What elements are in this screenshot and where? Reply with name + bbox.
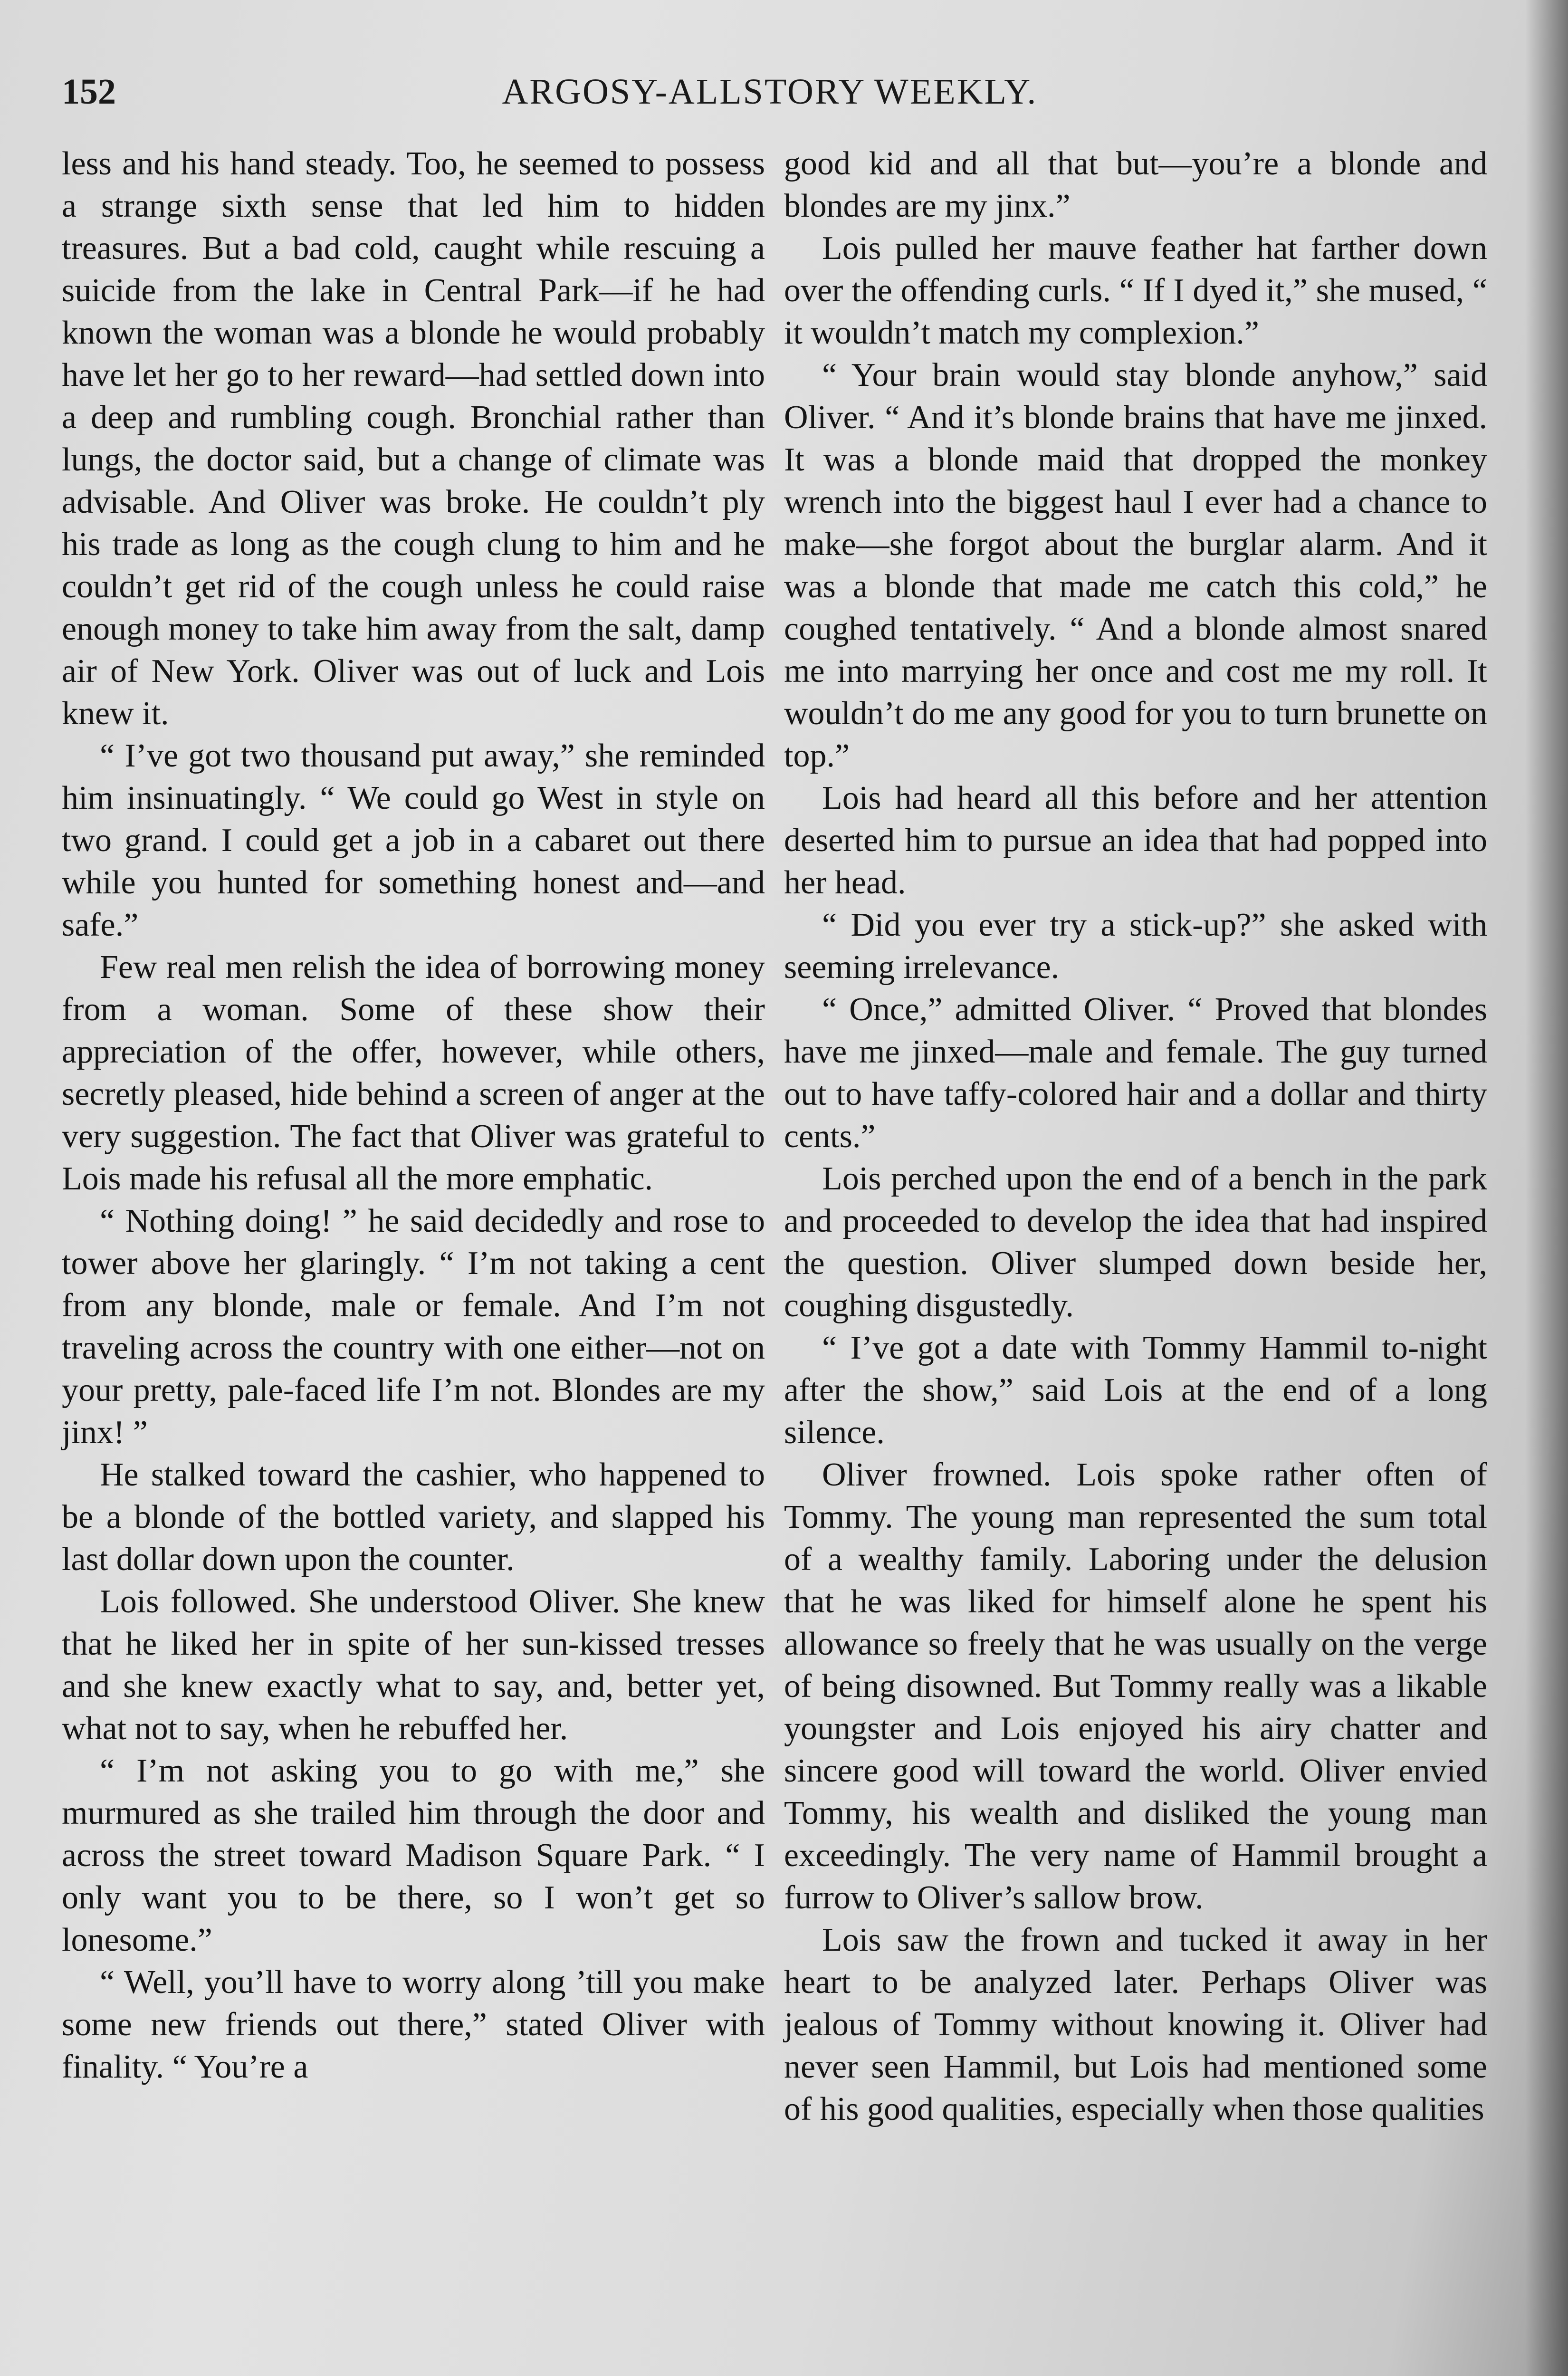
paragraph: Lois pulled her mauve feather hat farther down over the offending curls. “ If I dyed it,” she mused, “ it wouldn’t match my complexion.”: [784, 230, 1487, 351]
paragraph: good kid and all that but—you’re a blonde and blondes are my jinx.”: [784, 145, 1487, 224]
page-header: [62, 67, 1478, 128]
running-head: ARGOSY-ALLSTORY WEEKLY.: [502, 72, 1038, 112]
paragraph: “ I’m not asking you to go with me,” she murmured as she trailed him through the door and across the street toward Madison Square Park. “ I only want you to be there, so I won’t get so lonesome.”: [62, 1753, 765, 1958]
left-column: [62, 143, 765, 2376]
paragraph: Lois perched upon the end of a bench in the park and proceeded to develop the idea that had inspired the question. Oliver slumped down beside her, coughing disgustedly.: [784, 1160, 1487, 1324]
paragraph: “ I’ve got a date with Tommy Hammil to-night after the show,” said Lois at the end of a long silence.: [784, 1330, 1487, 1451]
paragraph: “ Well, you’ll have to worry along ’till you make some new friends out there,” stated Oliver with finality. “ You’re a: [62, 1964, 765, 2085]
paragraph: Oliver frowned. Lois spoke rather often of Tommy. The young man represented the sum total of a wealthy family. Laboring under the delusion that he was liked for himself alone he spent his allowance so freely that he was usually on the verge of being disowned. But Tommy really was a likable youngster and Lois enjoyed his airy chatter and sincere good will toward the world. Oliver envied Tommy, his wealth and disliked the young man exceedingly. The very name of Hammil brought a furrow to Oliver’s sallow brow.: [784, 1456, 1487, 1916]
paragraph: Few real men relish the idea of borrowing money from a woman. Some of these show their appreciation of the offer, however, while others, secretly pleased, hide behind a screen of anger at the very suggestion. The fact that Oliver was grateful to Lois made his refusal all the more emphatic.: [62, 949, 765, 1197]
right-column: [784, 143, 1487, 2376]
paragraph: “ Did you ever try a stick-up?” she asked with seeming irrelevance.: [784, 907, 1487, 986]
paragraph: Lois saw the frown and tucked it away in her heart to be analyzed later. Perhaps Oliver was jealous of Tommy without knowing it. Oliver had never seen Hammil, but Lois had mentioned some of his good qualities, especially when those qualities: [784, 1922, 1487, 2127]
paragraph: “ I’ve got two thousand put away,” she reminded him insinuatingly. “ We could go West in style on two grand. I could get a job in a cabaret out there while you hunted for something honest and—and safe.”: [62, 738, 765, 943]
paragraph: “ Nothing doing! ” he said decidedly and rose to tower above her glaringly. “ I’m not taking a cent from any blonde, male or female. And I’m not traveling across the country with one either—not on your pretty, pale-faced life I’m not. Blondes are my jinx! ”: [62, 1203, 765, 1451]
paragraph: “ Once,” admitted Oliver. “ Proved that blondes have me jinxed—male and female. The guy turned out to have taffy-colored hair and a dollar and thirty cents.”: [784, 991, 1487, 1155]
page-number: 152: [62, 72, 116, 112]
paragraph: less and his hand steady. Too, he seemed to possess a strange sixth sense that led him to hidden treasures. But a bad cold, caught while rescuing a suicide from the lake in Central Park—if he had known the woman was a blonde he would probably have let her go to her reward—had settled down into a deep and rumbling cough. Bronchial rather than lungs, the doctor said, but a change of climate was advisable. And Oliver was broke. He couldn’t ply his trade as long as the cough clung to him and he couldn’t get rid of the cough unless he could raise enough money to take him away from the salt, damp air of New York. Oliver was out of luck and Lois knew it.: [62, 145, 765, 732]
paragraph: He stalked toward the cashier, who happened to be a blonde of the bottled variety, and slapped his last dollar down upon the counter.: [62, 1456, 765, 1578]
paragraph: Lois followed. She understood Oliver. She knew that he liked her in spite of her sun-kissed tresses and she knew exactly what to say, and, better yet, what not to say, when he rebuffed her.: [62, 1583, 765, 1747]
paragraph: Lois had heard all this before and her attention deserted him to pursue an idea that had popped into her head.: [784, 780, 1487, 901]
paragraph: “ Your brain would stay blonde anyhow,” said Oliver. “ And it’s blonde brains that have me jinxed. It was a blonde maid that dropped the monkey wrench into the biggest haul I ever had a chance to make—she forgot about the burglar alarm. And it was a blonde that made me catch this cold,” he coughed tentatively. “ And a blonde almost snared me into marrying her once and cost me my roll. It wouldn’t do me any good for you to turn brunette on top.”: [784, 357, 1487, 774]
